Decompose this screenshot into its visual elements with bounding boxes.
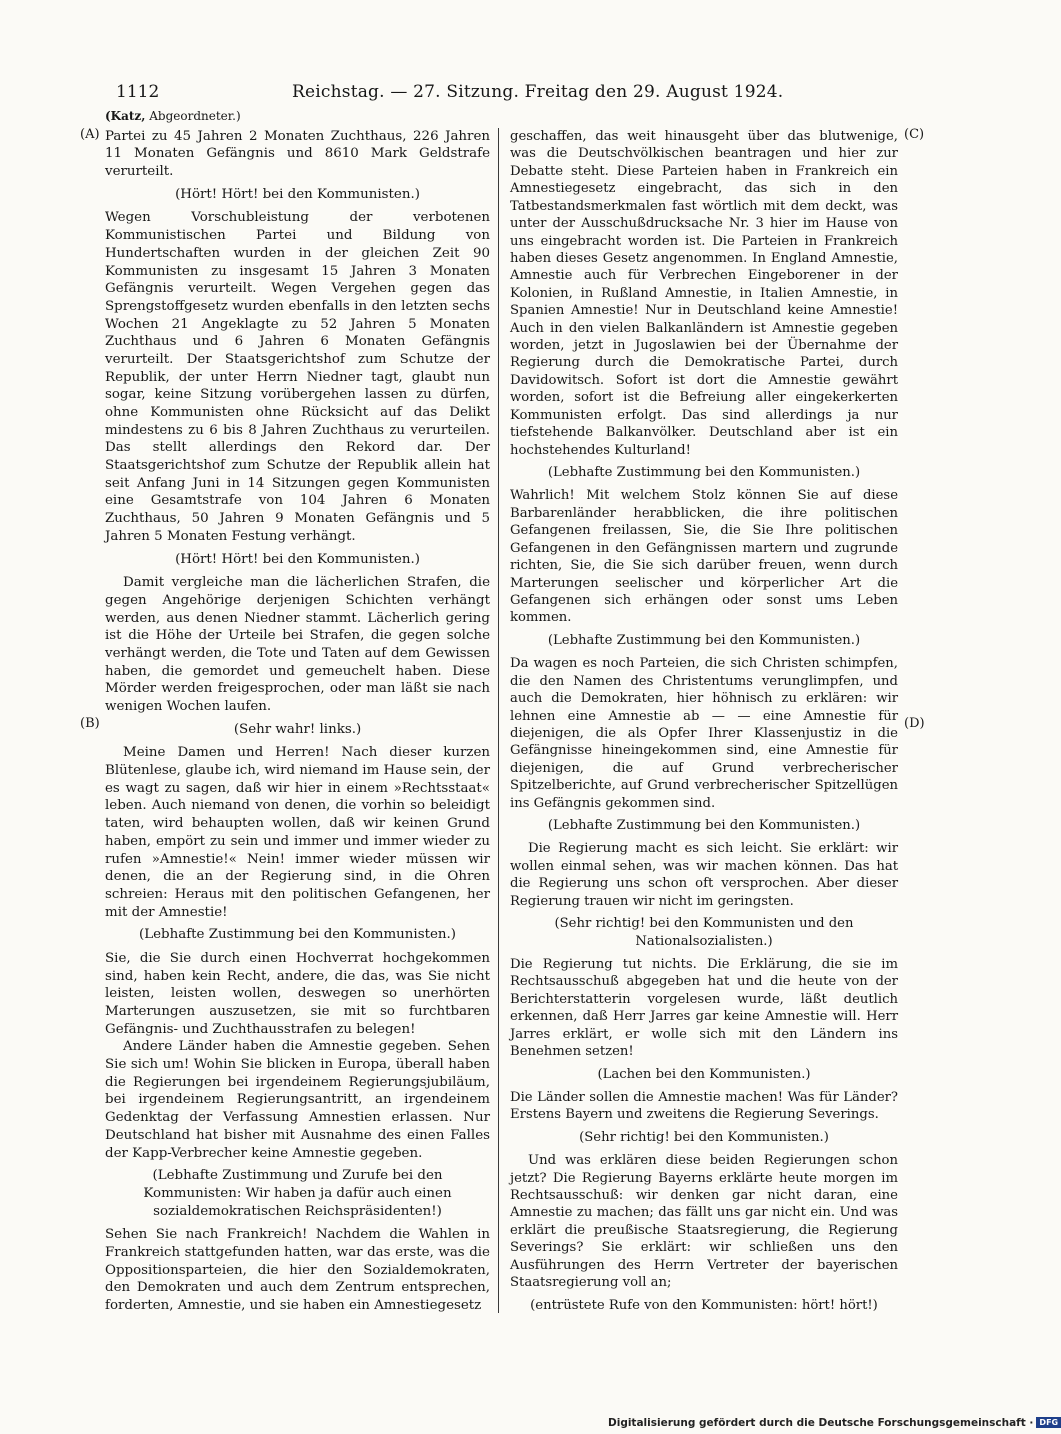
speech-paragraph: Sehen Sie nach Frankreich! Nachdem die Wahlen in Frankreich stattgefunden hatten, war das erste, was die Oppositionsparteien, die hier den Sozialdemokraten, den Demokraten und auch dem Zentrum entsprechen, forderten, Amnestie, und sie haben ein Amnestiegesetz <box>105 1227 490 1313</box>
margin-marker-d: (D) <box>904 716 925 731</box>
interjection: (Sehr wahr! links.) <box>233 721 362 737</box>
speech-paragraph: Die Regierung macht es sich leicht. Sie erklärt: wir wollen einmal sehen, was wir machen können. Das hat die Regierung uns schon oft versprochen. Aber dieser Regierung trauen wir nicht im geringsten. <box>510 841 898 909</box>
footer-text: Digitalisierung gefördert durch die Deutsche Forschungsgemeinschaft · <box>608 1417 1034 1429</box>
speech-paragraph: Und was erklären diese beiden Regierungen schon jetzt? Die Regierung Bayerns erklärte heute morgen im Rechtsausschuß: wir denken gar nicht daran, eine Amnestie zu machen; das fällt uns gar nicht ein. Und was erklärt die preußische Staatsregierung, die Regierung Severings? Sie erklärt: wir schließen uns den Ausführungen des Herrn Vertreter der bayerischen Staatsregierung voll an; <box>510 1153 898 1291</box>
interjection: (entrüstete Rufe von den Kommunisten: hört! hört!) <box>530 1297 878 1313</box>
footer-credit <box>608 1417 1059 1433</box>
interjection: (Lachen bei den Kommunisten.) <box>597 1066 811 1082</box>
speech-paragraph: Partei zu 45 Jahren 2 Monaten Zuchthaus, 226 Jahren 11 Monaten Gefängnis und 8610 Mark Geldstrafe verurteilt. <box>105 128 490 180</box>
interjection: (Sehr richtig! bei den Kommunisten und den Nationalsozialisten.) <box>554 916 854 949</box>
interjection: (Hört! Hört! bei den Kommunisten.) <box>175 551 420 567</box>
margin-marker-a: (A) <box>80 127 100 142</box>
interjection: (Lebhafte Zustimmung und Zurufe bei den Kommunisten: Wir haben ja dafür auch einen sozialdemokratischen Reichspräsidenten!) <box>143 1168 452 1219</box>
speaker-role: Abgeordneter.) <box>145 109 241 123</box>
dfg-logo: DFG <box>1036 1417 1061 1428</box>
interjection: (Hört! Hört! bei den Kommunisten.) <box>175 186 420 202</box>
speech-paragraph: geschaffen, das weit hinausgeht über das blutwenige, was die Deutschvölkischen beantragen und hier zur Debatte steht. Diese Parteien haben in Frankreich ein Amnestiegesetz eingebracht, das sich in den Tatbestandsmerkmalen fast wörtlich mit dem deckt, was unter der Ausschußdrucksache Nr. 3 hier im Hause von uns eingebracht worden ist. Die Parteien in Frankreich haben dieses Gesetz angenommen. In England Amnestie, Amnestie auch für Verbrechen Eingeborener in der Kolonien, in Rußland Amnestie, in Italien Amnestie, in Spanien Amnestie! Nur in Deutschland keine Amnestie! Auch in den vielen Balkanländern ist Amnestie gegeben worden, jetzt in Jugoslawien bei der Übernahme der Regierung durch die Demokratische Partei, durch Davidowitsch. Sofort ist dort die Amnestie gewährt worden, sofort ist die Befreiung aller eingekerkerten Kommunisten erfolgt. Das sind allerdings ja nur tiefstehende Balkanvölker. Deutschland aber ist ein hochstehendes Kulturland! <box>510 129 898 458</box>
margin-marker-c: (C) <box>904 127 925 142</box>
running-header <box>116 82 896 108</box>
speech-paragraph: Wegen Vorschubleistung der verbotenen Kommunistischen Partei und Bildung von Hundertschaften wurden in der gleichen Zeit 90 Kommunisten zu insgesamt 15 Jahren 3 Monaten Gefängnis verurteilt. Wegen Vergehen gegen das Sprengstoffgesetz wurden ebenfalls in den letzten sechs Wochen 21 Angeklagte zu 52 Jahren 5 Monaten Zuchthaus und 6 Jahren 6 Monaten Gefängnis verurteilt. Der Staatsgerichtshof zum Schutze der Republik, der unter Herrn Niedner tagt, glaubt nun sogar, keine Sitzung vorübergehen lassen zu dürfen, ohne Kommunisten ohne Rücksicht auf das Delikt mindestens zu 6 bis 8 Jahren Zuchthaus zu verurteilen. Das stellt allerdings den Rekord dar. Der Staatsgerichtshof zum Schutze der Republik allein hat seit Anfang Juni in 14 Sitzungen gegen Kommunisten eine Gesamtstrafe von 104 Jahren 6 Monaten Zuchthaus, 50 Jahren 9 Monaten Gefängnis und 5 Jahren 5 Monaten Festung verhängt. <box>105 210 490 544</box>
speaker-attribution <box>105 108 490 126</box>
running-title: Reichstag. — 27. Sitzung. Freitag den 29. August 1924. <box>292 82 784 102</box>
interjection: (Lebhafte Zustimmung bei den Kommunisten.) <box>138 927 456 943</box>
interjection: (Lebhafte Zustimmung bei den Kommunisten.) <box>547 818 861 834</box>
speech-paragraph: Sie, die Sie durch einen Hochverrat hochgekommen sind, haben kein Recht, andere, die das, was Sie nicht leisten, leisten wollen, deswegen so unerhörten Marterungen auszusetzen, sie mit so furchtbaren Gefängnis- und Zuchthausstrafen zu belegen! <box>105 950 490 1037</box>
speech-paragraph: Die Länder sollen die Amnestie machen! Was für Länder? Erstens Bayern und zweitens die Regierung Severings. <box>510 1089 898 1123</box>
right-column <box>510 128 898 1328</box>
interjection: (Sehr richtig! bei den Kommunisten.) <box>579 1129 829 1145</box>
margin-marker-b: (B) <box>80 716 100 731</box>
speech-paragraph: Damit vergleiche man die lächerlichen Strafen, die gegen Angehörige derjenigen Schichten verhängt werden, aus denen Niedner stammt. Lächerlich gering ist die Höhe der Urteile bei Strafen, die gegen solche verhängt werden, die Tote und Taten auf dem Gewissen haben, die gemordet und gemeuchelt haben. Diese Mörder werden freigesprochen, oder man läßt sie nach wenigen Wochen laufen. <box>105 575 490 714</box>
speech-paragraph: Meine Damen und Herren! Nach dieser kurzen Blütenlese, glaube ich, wird niemand im Hause sein, der es wagt zu sagen, daß wir hier in einem »Rechtsstaat« leben. Auch niemand von denen, die vorhin so beleidigt taten, wird behaupten wollen, daß wir keinen Grund haben, empört zu sein und immer und immer wieder zu rufen »Amnestie!« Nein! immer wieder müssen wir denen, die an der Regierung sind, in die Ohren schreien: Heraus mit den politischen Gefangenen, her mit der Amnestie! <box>105 745 490 920</box>
interjection: (Lebhafte Zustimmung bei den Kommunisten.) <box>547 632 861 648</box>
left-column <box>105 108 490 1328</box>
speech-paragraph: Andere Länder haben die Amnestie gegeben. Sehen Sie sich um! Wohin Sie blicken in Europa, überall haben die Regierungen bei irgendeinem Regierungsjubiläum, bei irgendeinem Regierungsantritt, an irgendeinem Gedenktag der Verfassung Amnestien erlassen. Nur Deutschland hat bisher mit Ausnahme des einen Falles der Kapp-Verbrecher keine Amnestie gegeben. <box>105 1039 490 1161</box>
interjection: (Lebhafte Zustimmung bei den Kommunisten.) <box>547 465 861 481</box>
speech-paragraph: Da wagen es noch Parteien, die sich Christen schimpfen, die den Namen des Christentums verunglimpfen, und auch die Demokraten, hier höhnisch zu erklären: wir lehnen eine Amnestie ab — — eine Amnestie für diejenigen, die als Opfer Ihrer Klassenjustiz in die Gefängnisse hineingekommen sind, eine Amnestie für diejenigen, die auf Grund verbrecherischer Spitzelberichte, auf Grund verbrecherischer Spitzellügen ins Gefängnis gekommen sind. <box>510 656 898 811</box>
page-number: 1112 <box>116 82 160 102</box>
column-divider <box>498 128 499 1313</box>
speech-paragraph: Wahrlich! Mit welchem Stolz können Sie auf diese Barbarenländer herabblicken, die ihre politischen Gefangenen freilassen, Sie, die Sie Ihre politischen Gefangenen in den Gefängnissen martern und zugrunde richten, Sie, die Sie sich darüber freuen, wenn durch Marterungen seelischer und körperlicher Art die Gefangenen sich erhängen oder sonst ums Leben kommen. <box>510 488 898 626</box>
speech-paragraph: Die Regierung tut nichts. Die Erklärung, die sie im Rechtsausschuß abgegeben hat und die heute von der Berichterstatterin vorgelesen wurde, läßt deutlich erkennen, daß Herr Jarres gar keine Amnestie will. Herr Jarres erklärt, er wolle sich mit den Ländern ins Benehmen setzen! <box>510 956 898 1060</box>
speaker-name: (Katz, <box>105 109 146 123</box>
